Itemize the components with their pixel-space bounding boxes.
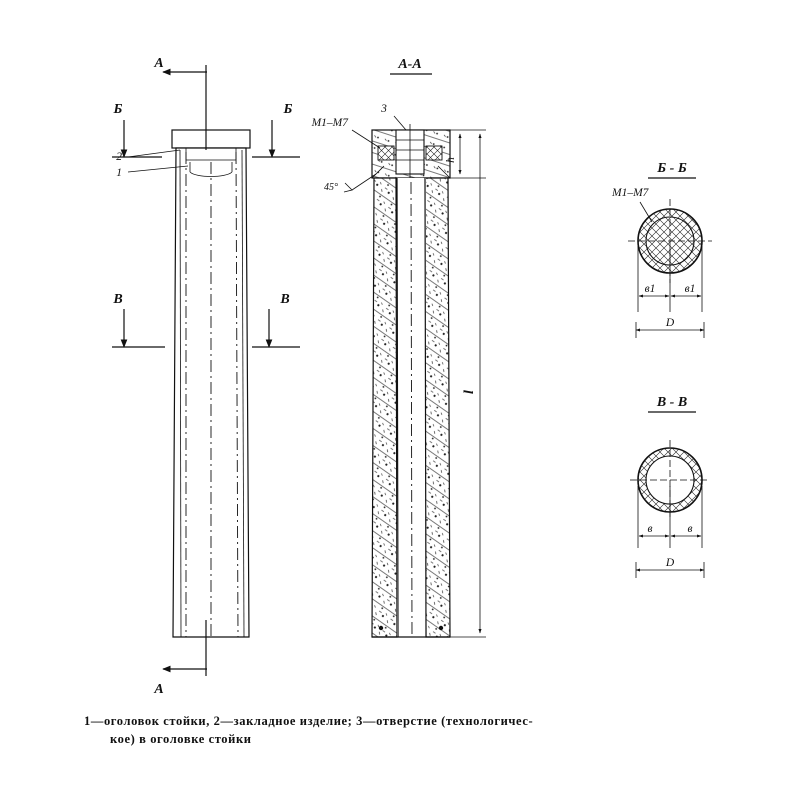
front-view-group bbox=[112, 56, 300, 697]
section-aa-title: А-А bbox=[398, 57, 422, 72]
section-aa-wall-right bbox=[424, 178, 450, 637]
section-aa-embed-left bbox=[378, 146, 394, 160]
callout-1-label: 1 bbox=[116, 167, 122, 179]
cut-b-left-label: Б bbox=[113, 102, 123, 117]
cut-a-bottom-label: А bbox=[154, 682, 164, 697]
dim-b1-left-label: в1 bbox=[644, 283, 656, 295]
embed-label-bb: М1–М7 bbox=[612, 187, 649, 199]
callout-2-leader bbox=[128, 150, 180, 157]
section-aa-wall-left bbox=[372, 178, 397, 637]
callout-3-label: 3 bbox=[381, 103, 387, 115]
figure-caption bbox=[84, 712, 724, 748]
angle-arrow bbox=[344, 183, 352, 192]
dim-d-vv-label: D bbox=[665, 557, 675, 569]
cut-v-left-label: В bbox=[113, 292, 123, 307]
section-vv-group bbox=[630, 395, 710, 578]
section-bb-group bbox=[611, 161, 712, 338]
front-view-head-top bbox=[172, 130, 250, 148]
section-aa-rebar-dot-right bbox=[439, 626, 443, 630]
section-vv-title: В - В bbox=[656, 395, 688, 410]
cut-b-right-label: Б bbox=[283, 102, 293, 117]
caption-line-2: кое) в оголовке стойки bbox=[110, 732, 252, 747]
embed-label-aa: М1–М7 bbox=[311, 117, 348, 129]
angle-label: 45° bbox=[324, 182, 338, 193]
cut-a-top-label: А bbox=[154, 56, 164, 71]
section-aa-rebar-dot-left bbox=[379, 626, 383, 630]
callout-3-leader bbox=[394, 116, 406, 130]
dim-l-label: l bbox=[462, 390, 477, 394]
callout-2-label: 2 bbox=[116, 151, 122, 163]
angle-leader bbox=[352, 174, 376, 190]
dim-b-right-label: в bbox=[687, 523, 693, 535]
section-aa-group bbox=[311, 57, 486, 637]
dim-b-left-label: в bbox=[647, 523, 653, 535]
caption-line-1: 1—оголовок стойки, 2—закладное изделие; 3—отверстие (технологичес- bbox=[84, 714, 534, 728]
section-bb-title: Б - Б bbox=[657, 161, 687, 176]
dim-h-label: h bbox=[445, 157, 457, 163]
section-aa-embed-right bbox=[426, 146, 442, 160]
dim-b1-right-label: в1 bbox=[684, 283, 696, 295]
cut-v-right-label: В bbox=[280, 292, 290, 307]
dim-d-bb-label: D bbox=[665, 317, 675, 329]
